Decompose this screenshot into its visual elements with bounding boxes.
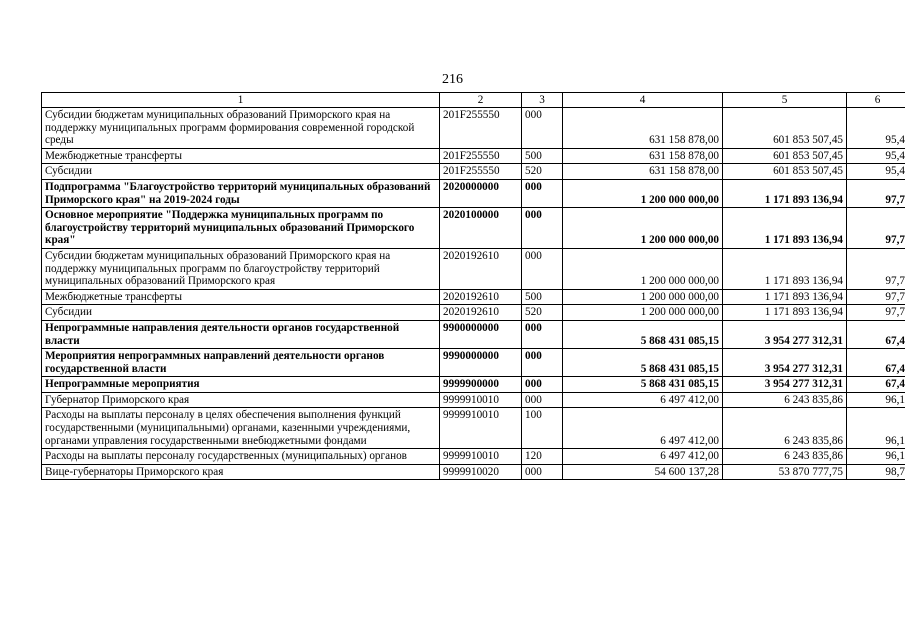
row-expense-type: 000 <box>522 108 563 149</box>
row-code: 9999910010 <box>440 449 522 465</box>
row-planned-amount: 6 497 412,00 <box>563 449 723 465</box>
row-name: Вице-губернаторы Приморского края <box>42 464 440 480</box>
header-col-2: 2 <box>440 93 522 108</box>
row-expense-type: 000 <box>522 179 563 207</box>
header-col-6: 6 <box>847 93 905 108</box>
row-code: 201F255550 <box>440 108 522 149</box>
row-planned-amount: 6 497 412,00 <box>563 408 723 449</box>
row-planned-amount: 5 868 431 085,15 <box>563 320 723 348</box>
row-name: Непрограммные направления деятельности органов государственной власти <box>42 320 440 348</box>
row-code: 2020000000 <box>440 179 522 207</box>
budget-table <box>41 92 905 480</box>
row-name: Подпрограмма "Благоустройство территорий муниципальных образований Приморского края" на 2019-2024 годы <box>42 179 440 207</box>
table-row <box>42 208 905 249</box>
row-code: 9900000000 <box>440 320 522 348</box>
row-planned-amount: 5 868 431 085,15 <box>563 349 723 377</box>
row-actual-amount: 1 171 893 136,94 <box>723 305 847 321</box>
table-row <box>42 305 905 321</box>
table-row <box>42 449 905 465</box>
row-actual-amount: 1 171 893 136,94 <box>723 289 847 305</box>
row-planned-amount: 5 868 431 085,15 <box>563 377 723 393</box>
row-actual-amount: 53 870 777,75 <box>723 464 847 480</box>
table-row <box>42 377 905 393</box>
row-code: 9999910010 <box>440 408 522 449</box>
row-name: Расходы на выплаты персоналу государственных (муниципальных) органов <box>42 449 440 465</box>
row-percent: 96,1 <box>847 449 905 465</box>
row-percent: 97,7 <box>847 248 905 289</box>
row-actual-amount: 1 171 893 136,94 <box>723 248 847 289</box>
row-code: 201F255550 <box>440 148 522 164</box>
table-row <box>42 464 905 480</box>
row-name: Субсидии <box>42 164 440 180</box>
row-percent: 67,4 <box>847 320 905 348</box>
row-expense-type: 100 <box>522 408 563 449</box>
row-planned-amount: 631 158 878,00 <box>563 164 723 180</box>
row-name: Основное мероприятие "Поддержка муниципальных программ по благоустройству территорий муниципальных образований Приморского края" <box>42 208 440 249</box>
row-expense-type: 500 <box>522 148 563 164</box>
row-expense-type: 000 <box>522 392 563 408</box>
row-name: Межбюджетные трансферты <box>42 148 440 164</box>
table-body <box>42 93 905 480</box>
row-code: 9999910010 <box>440 392 522 408</box>
table-row <box>42 148 905 164</box>
row-name: Субсидии бюджетам муниципальных образований Приморского края на поддержку муниципальных программ формирования современной городской среды <box>42 108 440 149</box>
row-percent: 95,4 <box>847 108 905 149</box>
row-percent: 67,4 <box>847 377 905 393</box>
row-code: 9999910020 <box>440 464 522 480</box>
row-expense-type: 000 <box>522 208 563 249</box>
row-planned-amount: 1 200 000 000,00 <box>563 305 723 321</box>
row-name: Расходы на выплаты персоналу в целях обеспечения выполнения функций государственными (муниципальными) органами, казенными учреждениями, органами управления государственными внебюджетными фондами <box>42 408 440 449</box>
row-expense-type: 520 <box>522 305 563 321</box>
table-row <box>42 108 905 149</box>
row-code: 2020192610 <box>440 305 522 321</box>
row-expense-type: 520 <box>522 164 563 180</box>
row-expense-type: 120 <box>522 449 563 465</box>
row-planned-amount: 631 158 878,00 <box>563 148 723 164</box>
row-percent: 97,7 <box>847 208 905 249</box>
row-actual-amount: 3 954 277 312,31 <box>723 377 847 393</box>
row-name: Субсидии <box>42 305 440 321</box>
row-percent: 95,4 <box>847 148 905 164</box>
table-row <box>42 248 905 289</box>
row-planned-amount: 631 158 878,00 <box>563 108 723 149</box>
row-percent: 67,4 <box>847 349 905 377</box>
row-code: 2020192610 <box>440 248 522 289</box>
page-number: 216 <box>442 72 463 87</box>
row-name: Субсидии бюджетам муниципальных образований Приморского края на поддержку муниципальных программ по благоустройству территорий муниципальных образований Приморского края <box>42 248 440 289</box>
row-expense-type: 000 <box>522 377 563 393</box>
row-expense-type: 500 <box>522 289 563 305</box>
table-row <box>42 289 905 305</box>
row-code: 2020192610 <box>440 289 522 305</box>
row-actual-amount: 3 954 277 312,31 <box>723 320 847 348</box>
row-planned-amount: 1 200 000 000,00 <box>563 179 723 207</box>
header-col-5: 5 <box>723 93 847 108</box>
row-name: Межбюджетные трансферты <box>42 289 440 305</box>
row-planned-amount: 6 497 412,00 <box>563 392 723 408</box>
table-row <box>42 349 905 377</box>
row-name: Мероприятия непрограммных направлений деятельности органов государственной власти <box>42 349 440 377</box>
row-expense-type: 000 <box>522 320 563 348</box>
header-col-3: 3 <box>522 93 563 108</box>
row-actual-amount: 1 171 893 136,94 <box>723 208 847 249</box>
row-name: Непрограммные мероприятия <box>42 377 440 393</box>
row-actual-amount: 3 954 277 312,31 <box>723 349 847 377</box>
row-planned-amount: 1 200 000 000,00 <box>563 208 723 249</box>
row-planned-amount: 54 600 137,28 <box>563 464 723 480</box>
table-row <box>42 320 905 348</box>
row-expense-type: 000 <box>522 349 563 377</box>
row-name: Губернатор Приморского края <box>42 392 440 408</box>
header-col-4: 4 <box>563 93 723 108</box>
row-actual-amount: 6 243 835,86 <box>723 449 847 465</box>
row-actual-amount: 601 853 507,45 <box>723 148 847 164</box>
row-actual-amount: 601 853 507,45 <box>723 164 847 180</box>
row-expense-type: 000 <box>522 248 563 289</box>
header-col-1: 1 <box>42 93 440 108</box>
row-percent: 97,7 <box>847 179 905 207</box>
table-row <box>42 179 905 207</box>
row-actual-amount: 6 243 835,86 <box>723 408 847 449</box>
table-row <box>42 164 905 180</box>
row-planned-amount: 1 200 000 000,00 <box>563 248 723 289</box>
row-code: 201F255550 <box>440 164 522 180</box>
header-row <box>42 93 905 108</box>
row-planned-amount: 1 200 000 000,00 <box>563 289 723 305</box>
row-percent: 96,1 <box>847 392 905 408</box>
row-percent: 96,1 <box>847 408 905 449</box>
row-percent: 97,7 <box>847 305 905 321</box>
row-actual-amount: 601 853 507,45 <box>723 108 847 149</box>
table-row <box>42 392 905 408</box>
row-actual-amount: 1 171 893 136,94 <box>723 179 847 207</box>
row-percent: 97,7 <box>847 289 905 305</box>
row-percent: 98,7 <box>847 464 905 480</box>
table-row <box>42 408 905 449</box>
row-expense-type: 000 <box>522 464 563 480</box>
row-percent: 95,4 <box>847 164 905 180</box>
row-code: 9990000000 <box>440 349 522 377</box>
row-code: 9999900000 <box>440 377 522 393</box>
row-actual-amount: 6 243 835,86 <box>723 392 847 408</box>
row-code: 2020100000 <box>440 208 522 249</box>
